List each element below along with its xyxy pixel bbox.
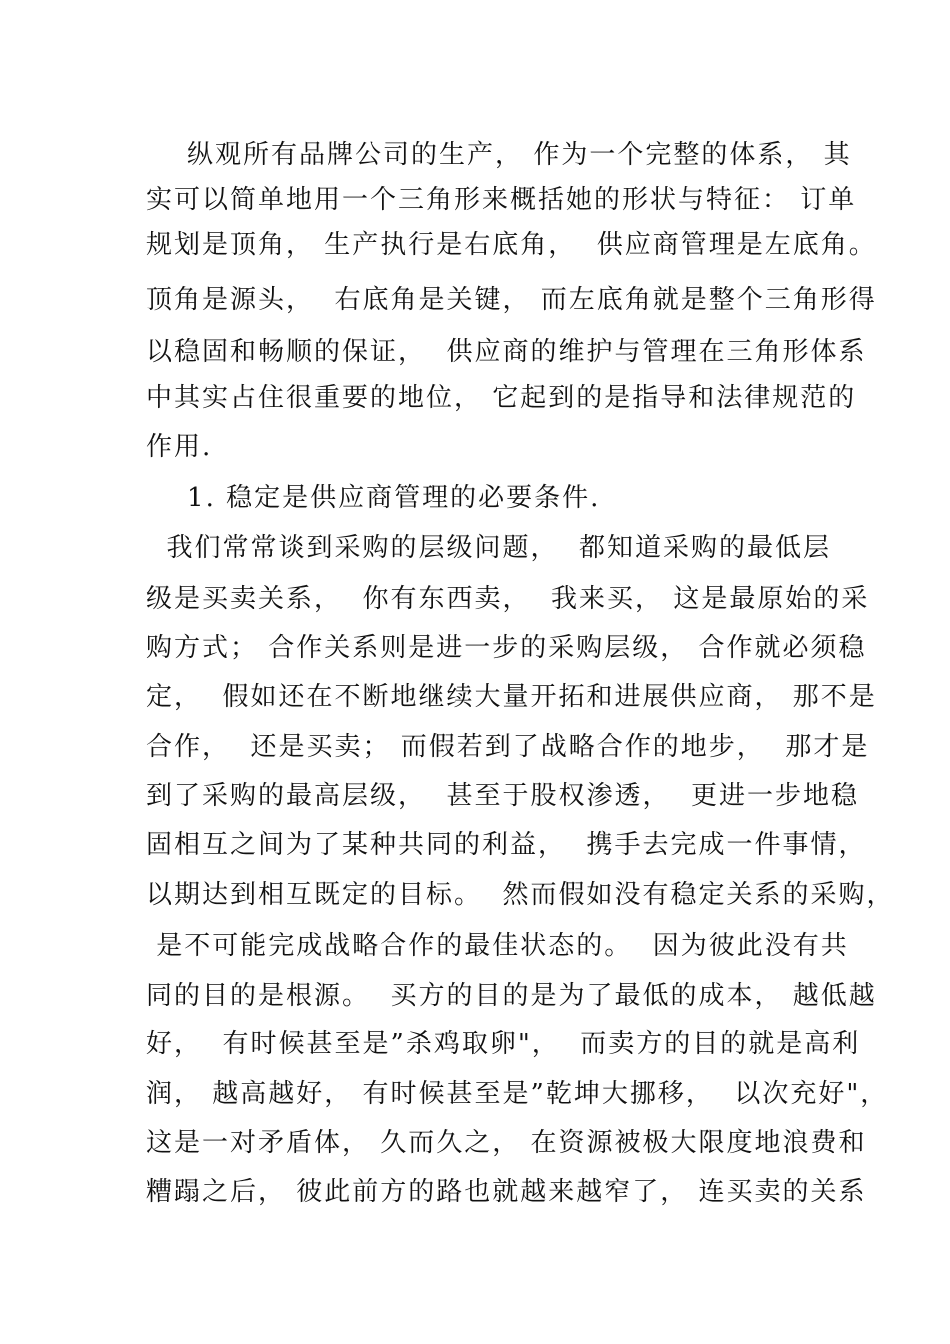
text-line: 合作， 还是买卖； 而假若到了战略合作的地步， 那才是 xyxy=(146,732,870,762)
text-line: 糟蹋之后， 彼此前方的路也就越来越窄了， 连买卖的关系 xyxy=(146,1177,867,1207)
text-line: 定， 假如还在不断地继续大量开拓和进展供应商， 那不是 xyxy=(146,682,877,712)
text-line: 同的目的是根源。 买方的目的是为了最低的成本， 越低越 xyxy=(146,981,877,1011)
text-line: 是不可能完成战略合作的最佳状态的。 因为彼此没有共 xyxy=(146,931,849,961)
text-line: 润， 越高越好， 有时候甚至是”乾坤大挪移， 以次充好"， xyxy=(146,1079,889,1109)
text-line: 中其实占住很重要的地位， 它起到的是指导和法律规范的 xyxy=(146,383,857,413)
text-line: 固相互之间为了某种共同的利益， 携手去完成一件事情， xyxy=(146,830,867,860)
text-line: 顶角是源头， 右底角是关键， 而左底角就是整个三角形得 xyxy=(146,285,877,315)
text-line: 规划是顶角， 生产执行是右底角， 供应商管理是左底角。 xyxy=(146,230,877,260)
text-line: 纵观所有品牌公司的生产， 作为一个完整的体系， 其 xyxy=(146,140,852,170)
text-line: 以稳固和畅顺的保证， 供应商的维护与管理在三角形体系 xyxy=(146,337,867,367)
text-line: 这是一对矛盾体， 久而久之， 在资源被极大限度地浪费和 xyxy=(146,1128,867,1158)
text-line: 购方式； 合作关系则是进一步的采购层级， 合作就必须稳 xyxy=(146,633,867,663)
text-line: 我们常常谈到采购的层级问题， 都知道采购的最低层 xyxy=(146,533,832,563)
text-line: 好， 有时候甚至是”杀鸡取卵"， 而卖方的目的就是高利 xyxy=(146,1029,861,1059)
text-line: 到了采购的最高层级， 甚至于股权渗透， 更进一步地稳 xyxy=(146,781,860,811)
text-line: 实可以简单地用一个三角形来概括她的形状与特征： 订单 xyxy=(146,185,857,215)
list-item-heading: 1. 稳定是供应商管理的必要条件. xyxy=(146,483,601,513)
text-line: 作用. xyxy=(146,432,213,462)
text-line: 以期达到相互既定的目标。 然而假如没有稳定关系的采购， xyxy=(146,880,895,910)
text-line: 级是买卖关系， 你有东西卖， 我来买， 这是最原始的采 xyxy=(146,584,870,614)
